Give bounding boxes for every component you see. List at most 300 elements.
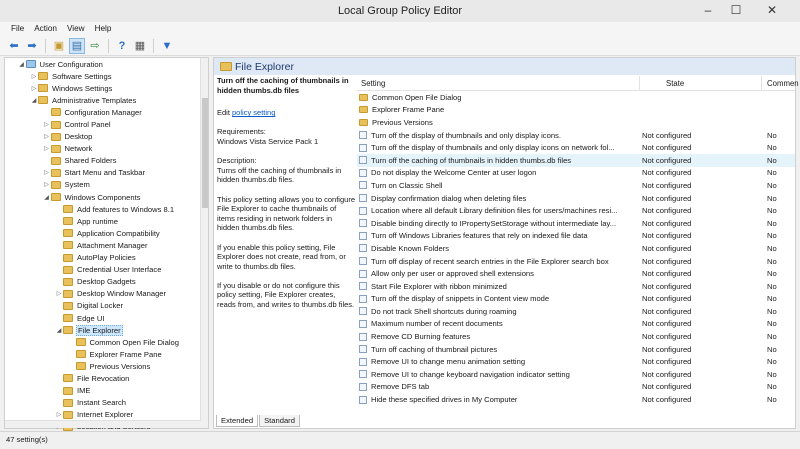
setting-name-cell [357, 269, 640, 278]
setting-name-cell [357, 118, 640, 127]
setting-comment: No [767, 243, 777, 253]
folder-icon [76, 362, 86, 370]
folder-icon [76, 350, 86, 358]
tab-standard[interactable]: Standard [259, 415, 300, 427]
maximize-button[interactable]: ☐ [730, 3, 742, 17]
setting-comment: No [767, 306, 777, 316]
tree-item-label: Administrative Templates [52, 95, 137, 105]
policy-tree [5, 58, 203, 433]
tree-item-label: Add features to Windows 8.1 [77, 204, 175, 214]
tree-item[interactable] [5, 203, 203, 215]
window-title: Local Group Policy Editor [337, 5, 463, 17]
folder-icon [51, 181, 61, 189]
policy-setting-icon [359, 207, 367, 215]
folder-icon [63, 278, 73, 286]
setting-name-cell [357, 370, 640, 379]
setting-comment: No [767, 231, 777, 241]
tree-item[interactable] [5, 179, 203, 191]
folder-icon [63, 217, 73, 225]
setting-name: Do not track Shell shortcuts during roaming [371, 306, 517, 316]
table-row[interactable] [357, 393, 795, 406]
folder-icon [359, 94, 368, 101]
policy-setting-icon [359, 370, 367, 378]
tree-item[interactable] [5, 324, 203, 336]
policy-setting-icon [359, 257, 367, 265]
setting-name-cell [357, 282, 640, 291]
collapsed-arrow-icon[interactable]: ▷ [44, 182, 49, 189]
table-row[interactable] [357, 230, 795, 243]
tree-item-label: Desktop Gadgets [77, 277, 136, 287]
setting-name: Previous Versions [372, 117, 433, 127]
tree-item[interactable] [5, 288, 203, 300]
setting-name-cell [357, 332, 640, 341]
expanded-arrow-icon[interactable]: ◢ [56, 327, 62, 334]
help-icon[interactable]: ? [118, 39, 126, 52]
setting-state: Not configured [642, 193, 692, 203]
folder-icon [76, 338, 86, 346]
list-header [357, 76, 799, 91]
setting-name: Disable Known Folders [371, 243, 450, 253]
edit-prefix: Edit [217, 108, 233, 118]
setting-comment: No [767, 168, 777, 178]
folder-icon [359, 106, 368, 113]
setting-state: Not configured [642, 180, 692, 190]
policy-setting-icon [359, 333, 367, 341]
setting-name-cell [357, 194, 640, 203]
tree-item[interactable] [5, 312, 203, 324]
setting-state: Not configured [642, 256, 692, 266]
table-row[interactable] [357, 280, 795, 293]
tree-item[interactable] [5, 348, 203, 360]
setting-comment: No [767, 180, 777, 190]
setting-state: Not configured [642, 369, 692, 379]
tree-item-label: Credential User Interface [77, 265, 162, 275]
details-pane [213, 57, 799, 429]
policy-setting-icon [359, 244, 367, 252]
tree-item-label: Shared Folders [64, 156, 117, 166]
tree-item[interactable] [5, 227, 203, 239]
setting-name-cell [357, 143, 640, 152]
requirements-value: Windows Vista Service Pack 1 [217, 136, 319, 146]
folder-icon [63, 205, 73, 213]
collapsed-arrow-icon[interactable]: ▷ [44, 122, 49, 129]
tree-item-label: System [64, 180, 90, 190]
tree-item-label: Desktop [64, 132, 93, 142]
table-row[interactable] [357, 318, 795, 331]
menu-file[interactable]: File [11, 24, 25, 33]
setting-name-cell [357, 307, 640, 316]
setting-name-cell [357, 93, 640, 102]
tree-item-label: Configuration Manager [64, 107, 142, 117]
export-list-icon[interactable]: ⇨ [90, 40, 100, 52]
table-row[interactable] [357, 141, 795, 154]
setting-state: Not configured [642, 206, 692, 216]
description-para-1: This policy setting allows you to configure File Explorer to cache thumbnails of items residing in network folders in hidden thumbs.db files. [217, 194, 355, 233]
folder-icon [220, 62, 232, 71]
close-button[interactable]: ✕ [766, 3, 778, 17]
tree-item-label: Application Compatibility [77, 228, 160, 238]
menu-help[interactable]: Help [94, 24, 112, 33]
table-row[interactable] [357, 305, 795, 318]
requirements [217, 127, 355, 146]
tree-item-label: AutoPlay Policies [77, 253, 136, 263]
menu-action[interactable]: Action [34, 24, 57, 33]
setting-comment: No [767, 357, 777, 367]
setting-name: Turn off the display of thumbnails and only display icons on network fol... [371, 143, 615, 153]
policy-setting-icon [359, 232, 367, 240]
window-controls [694, 0, 794, 20]
policy-setting-icon [359, 295, 367, 303]
user-config-icon [26, 60, 36, 68]
description-value: Turns off the caching of thumbnails in hidden thumbs.db files. [217, 165, 342, 185]
forward-icon[interactable]: ➡ [27, 40, 37, 52]
table-row[interactable] [357, 330, 795, 343]
policy-setting-icon [359, 169, 367, 177]
setting-state: Not configured [642, 155, 692, 165]
policy-setting-icon [359, 383, 367, 391]
table-row[interactable] [357, 242, 795, 255]
expanded-arrow-icon[interactable]: ◢ [19, 61, 24, 68]
back-icon[interactable]: ⬅ [9, 40, 19, 52]
setting-name: Hide these specified drives in My Computer [371, 395, 518, 405]
setting-name: Display confirmation dialog when deleting files [371, 193, 527, 203]
tree-item[interactable] [5, 252, 203, 264]
setting-state: Not configured [642, 294, 692, 304]
table-row[interactable] [357, 116, 795, 129]
policy-title: Turn off the caching of thumbnails in hidden thumbs.db files [217, 76, 349, 95]
tree-item[interactable] [5, 82, 203, 94]
requirements-label: Requirements: [217, 127, 266, 137]
menu-bar [0, 22, 800, 36]
setting-name-cell [357, 357, 640, 366]
tree-item-label: Start Menu and Taskbar [64, 168, 145, 178]
tree-item[interactable] [5, 155, 203, 167]
setting-comment: No [767, 269, 777, 279]
folder-icon [63, 399, 73, 407]
setting-state: Not configured [642, 357, 692, 367]
collapsed-arrow-icon[interactable]: ▷ [44, 134, 49, 141]
tree-item-label: Software Settings [52, 71, 112, 81]
table-row[interactable] [357, 368, 795, 381]
setting-comment: No [767, 319, 777, 329]
tree-item-label: Instant Search [77, 398, 126, 408]
setting-comment: No [767, 143, 777, 153]
setting-state: Not configured [642, 319, 692, 329]
settings-list [357, 76, 799, 415]
setting-name: Turn off the display of snippets in Content view mode [371, 294, 550, 304]
folder-icon [63, 374, 73, 382]
table-row[interactable] [357, 355, 795, 368]
folder-icon [63, 241, 73, 249]
tree-item[interactable] [5, 70, 203, 82]
tree-item-label: Previous Versions [89, 361, 151, 371]
collapsed-arrow-icon[interactable]: ▷ [31, 85, 37, 92]
setting-state: Not configured [642, 382, 692, 392]
folder-icon [359, 119, 368, 126]
table-row[interactable] [357, 267, 795, 280]
description-label: Description: [217, 156, 257, 166]
table-row[interactable] [357, 167, 795, 180]
table-row[interactable] [357, 343, 795, 356]
setting-name: Turn on Classic Shell [371, 180, 443, 190]
setting-state: Not configured [642, 130, 692, 140]
setting-name: Turn off display of recent search entries in the File Explorer search box [371, 256, 609, 266]
setting-name-cell [357, 382, 640, 391]
tree-item[interactable] [5, 397, 203, 409]
menu-view[interactable]: View [66, 24, 85, 33]
tree-item[interactable] [5, 215, 203, 227]
folder-icon [63, 254, 73, 262]
policy-setting-icon [359, 194, 367, 202]
setting-name-cell [357, 181, 640, 190]
setting-state: Not configured [642, 218, 692, 228]
show-hide-tree-icon[interactable]: ▤ [69, 38, 85, 54]
setting-name-cell [357, 319, 640, 328]
edit-policy-link[interactable]: policy setting [232, 108, 276, 118]
folder-icon [51, 145, 61, 153]
folder-icon [63, 290, 73, 298]
tree-horizontal-scrollbar[interactable] [5, 420, 201, 428]
policy-setting-icon [359, 307, 367, 315]
minimize-button[interactable]: – [704, 3, 712, 17]
setting-comment: No [767, 155, 777, 165]
description [217, 156, 355, 185]
settings-rows [357, 91, 795, 406]
tree-item-label: Control Panel [64, 120, 111, 130]
setting-name-cell [357, 294, 640, 303]
folder-icon [51, 133, 61, 141]
policy-setting-icon [359, 396, 367, 404]
tree-item-label: Common Open File Dialog [89, 337, 179, 347]
collapsed-arrow-icon[interactable]: ▷ [31, 73, 37, 80]
extended-description [217, 76, 355, 319]
setting-name: Maximum number of recent documents [371, 319, 503, 329]
policy-setting-icon [359, 358, 367, 366]
tree-item-label: User Configuration [39, 59, 103, 69]
setting-name-cell [357, 219, 640, 228]
setting-state: Not configured [642, 395, 692, 405]
setting-state: Not configured [642, 243, 692, 253]
folder-icon [63, 229, 73, 237]
collapsed-arrow-icon[interactable]: ▷ [44, 146, 49, 153]
folder-icon [38, 84, 48, 92]
tree-item[interactable] [5, 94, 203, 106]
table-row[interactable] [357, 204, 795, 217]
setting-name: Remove UI to change keyboard navigation indicator setting [371, 369, 570, 379]
setting-name: Remove DFS tab [371, 382, 430, 392]
setting-name-cell [357, 131, 640, 140]
setting-state: Not configured [642, 306, 692, 316]
setting-comment: No [767, 344, 777, 354]
tree-item-label: Attachment Manager [77, 240, 148, 250]
setting-name: Location where all default Library definition files for users/machines resi... [371, 206, 618, 216]
tree-item[interactable] [5, 191, 203, 203]
toolbar-separator [108, 39, 109, 53]
table-row[interactable] [357, 293, 795, 306]
tree-vertical-scrollbar[interactable] [200, 58, 208, 428]
tree-item[interactable] [5, 336, 203, 348]
tree-item[interactable] [5, 360, 203, 372]
setting-comment: No [767, 218, 777, 228]
tree-item[interactable] [5, 264, 203, 276]
policy-setting-icon [359, 144, 367, 152]
table-row[interactable] [357, 217, 795, 230]
tree-item[interactable] [5, 276, 203, 288]
setting-name-cell [357, 244, 640, 253]
setting-state: Not configured [642, 143, 692, 153]
tree-pane [4, 57, 209, 429]
setting-comment: No [767, 294, 777, 304]
folder-icon [51, 108, 61, 116]
tree-item-label: App runtime [77, 216, 118, 226]
setting-name: Allow only per user or approved shell extensions [371, 269, 534, 279]
folder-icon [63, 302, 73, 310]
policy-setting-icon [359, 181, 367, 189]
setting-name-cell [357, 231, 640, 240]
folder-icon [63, 314, 73, 322]
setting-name: Turn off the display of thumbnails and only display icons. [371, 130, 561, 140]
folder-icon [51, 193, 61, 201]
setting-name-cell [357, 156, 640, 165]
toolbar-separator [153, 39, 154, 53]
tree-item[interactable] [5, 143, 203, 155]
description-para-3: If you disable or do not configure this policy setting, File Explorer creates, reads from, and writes to thumbs.db files. [217, 280, 355, 310]
details-header [214, 58, 795, 75]
setting-comment: No [767, 395, 777, 405]
tree-item[interactable] [5, 300, 203, 312]
column-comment[interactable]: Commen [767, 78, 799, 88]
table-row[interactable] [357, 154, 795, 167]
setting-name: Start File Explorer with ribbon minimized [371, 281, 507, 291]
toolbar [0, 36, 800, 56]
filter-icon[interactable]: ▼ [161, 39, 173, 52]
setting-name-cell [357, 206, 640, 215]
collapsed-arrow-icon[interactable]: ▷ [56, 412, 62, 419]
setting-comment: No [767, 281, 777, 291]
setting-state: Not configured [642, 344, 692, 354]
tree-item-label: Digital Locker [77, 301, 124, 311]
table-row[interactable] [357, 129, 795, 142]
table-row[interactable] [357, 104, 795, 117]
policy-setting-icon [359, 270, 367, 278]
policy-setting-icon [359, 282, 367, 290]
folder-icon [38, 96, 48, 104]
tree-item[interactable] [5, 106, 203, 118]
policy-setting-icon [359, 345, 367, 353]
column-setting[interactable]: Setting [357, 76, 640, 91]
status-bar: 47 setting(s) [0, 431, 800, 449]
folder-icon [63, 326, 73, 334]
tree-item[interactable] [5, 385, 203, 397]
setting-name: Common Open File Dialog [372, 92, 462, 102]
tree-scroll-thumb[interactable] [202, 98, 208, 208]
edit-policy-line [217, 108, 355, 118]
setting-name: Explorer Frame Pane [372, 105, 445, 115]
setting-name-cell [357, 257, 640, 266]
expanded-arrow-icon[interactable]: ◢ [44, 194, 49, 201]
column-state[interactable]: State [640, 76, 762, 91]
collapsed-arrow-icon[interactable]: ▷ [44, 170, 49, 177]
tree-item-label: File Explorer [78, 325, 121, 335]
setting-name: Turn off the caching of thumbnails in hidden thumbs.db files [371, 155, 572, 165]
tree-item[interactable] [5, 372, 203, 384]
tree-item[interactable] [5, 409, 203, 421]
setting-state: Not configured [642, 168, 692, 178]
setting-state: Not configured [642, 281, 692, 291]
folder-icon [38, 72, 48, 80]
policy-setting-icon [359, 156, 367, 164]
title-bar [0, 0, 800, 22]
setting-comment: No [767, 369, 777, 379]
expanded-arrow-icon[interactable]: ◢ [31, 97, 37, 104]
folder-icon [63, 266, 73, 274]
table-row[interactable] [357, 381, 795, 394]
collapsed-arrow-icon[interactable]: ▷ [56, 291, 62, 298]
table-row[interactable] [357, 192, 795, 205]
setting-comment: No [767, 382, 777, 392]
folder-icon [51, 169, 61, 177]
setting-name: Disable binding directly to IPropertySetStorage without intermediate lay... [371, 218, 617, 228]
setting-comment: No [767, 206, 777, 216]
folder-icon [51, 157, 61, 165]
up-folder-icon[interactable]: ▣ [53, 40, 65, 52]
policy-setting-icon [359, 131, 367, 139]
setting-name: Turn off caching of thumbnail pictures [371, 344, 498, 354]
setting-name: Remove CD Burning features [371, 332, 471, 342]
policy-setting-icon [359, 219, 367, 227]
tree-item-label: Explorer Frame Pane [89, 349, 162, 359]
tree-item[interactable] [5, 58, 203, 70]
table-row[interactable] [357, 255, 795, 268]
tree-item-label: IME [77, 386, 91, 396]
folder-icon [63, 387, 73, 395]
folder-icon [63, 411, 73, 419]
setting-name-cell [357, 105, 640, 114]
setting-comment: No [767, 256, 777, 266]
setting-comment: No [767, 193, 777, 203]
tab-extended[interactable]: Extended [216, 415, 258, 427]
tree-item-label: Edge UI [77, 313, 105, 323]
setting-comment: No [767, 332, 777, 342]
setting-name: Remove UI to change menu animation setting [371, 357, 526, 367]
tree-item-label: File Revocation [77, 373, 130, 383]
tree-item-label: Desktop Window Manager [77, 289, 167, 299]
folder-icon [51, 121, 61, 129]
policy-setting-icon [359, 320, 367, 328]
tree-item-label: Windows Components [64, 192, 141, 202]
tree-item[interactable] [5, 131, 203, 143]
description-para-2: If you enable this policy setting, File Explorer does not create, read from, or write to thumbs.db files. [217, 242, 346, 271]
table-row[interactable] [357, 91, 795, 104]
toolbar-separator [45, 39, 46, 53]
tree-item-label: Internet Explorer [77, 410, 134, 420]
properties-icon[interactable]: ▦ [134, 40, 146, 52]
tree-item[interactable] [5, 167, 203, 179]
table-row[interactable] [357, 179, 795, 192]
setting-comment: No [767, 130, 777, 140]
tree-item-label: Network [64, 144, 93, 154]
setting-name: Do not display the Welcome Center at user logon [371, 168, 537, 178]
setting-name-cell [357, 168, 640, 177]
setting-name: Turn off Windows Libraries features that rely on indexed file data [371, 231, 588, 241]
details-header-title: File Explorer [235, 60, 294, 73]
setting-name-cell [357, 395, 640, 404]
tree-item[interactable] [5, 118, 203, 130]
tree-item-label: Windows Settings [52, 83, 113, 93]
setting-state: Not configured [642, 332, 692, 342]
setting-state: Not configured [642, 269, 692, 279]
tree-item[interactable] [5, 239, 203, 251]
